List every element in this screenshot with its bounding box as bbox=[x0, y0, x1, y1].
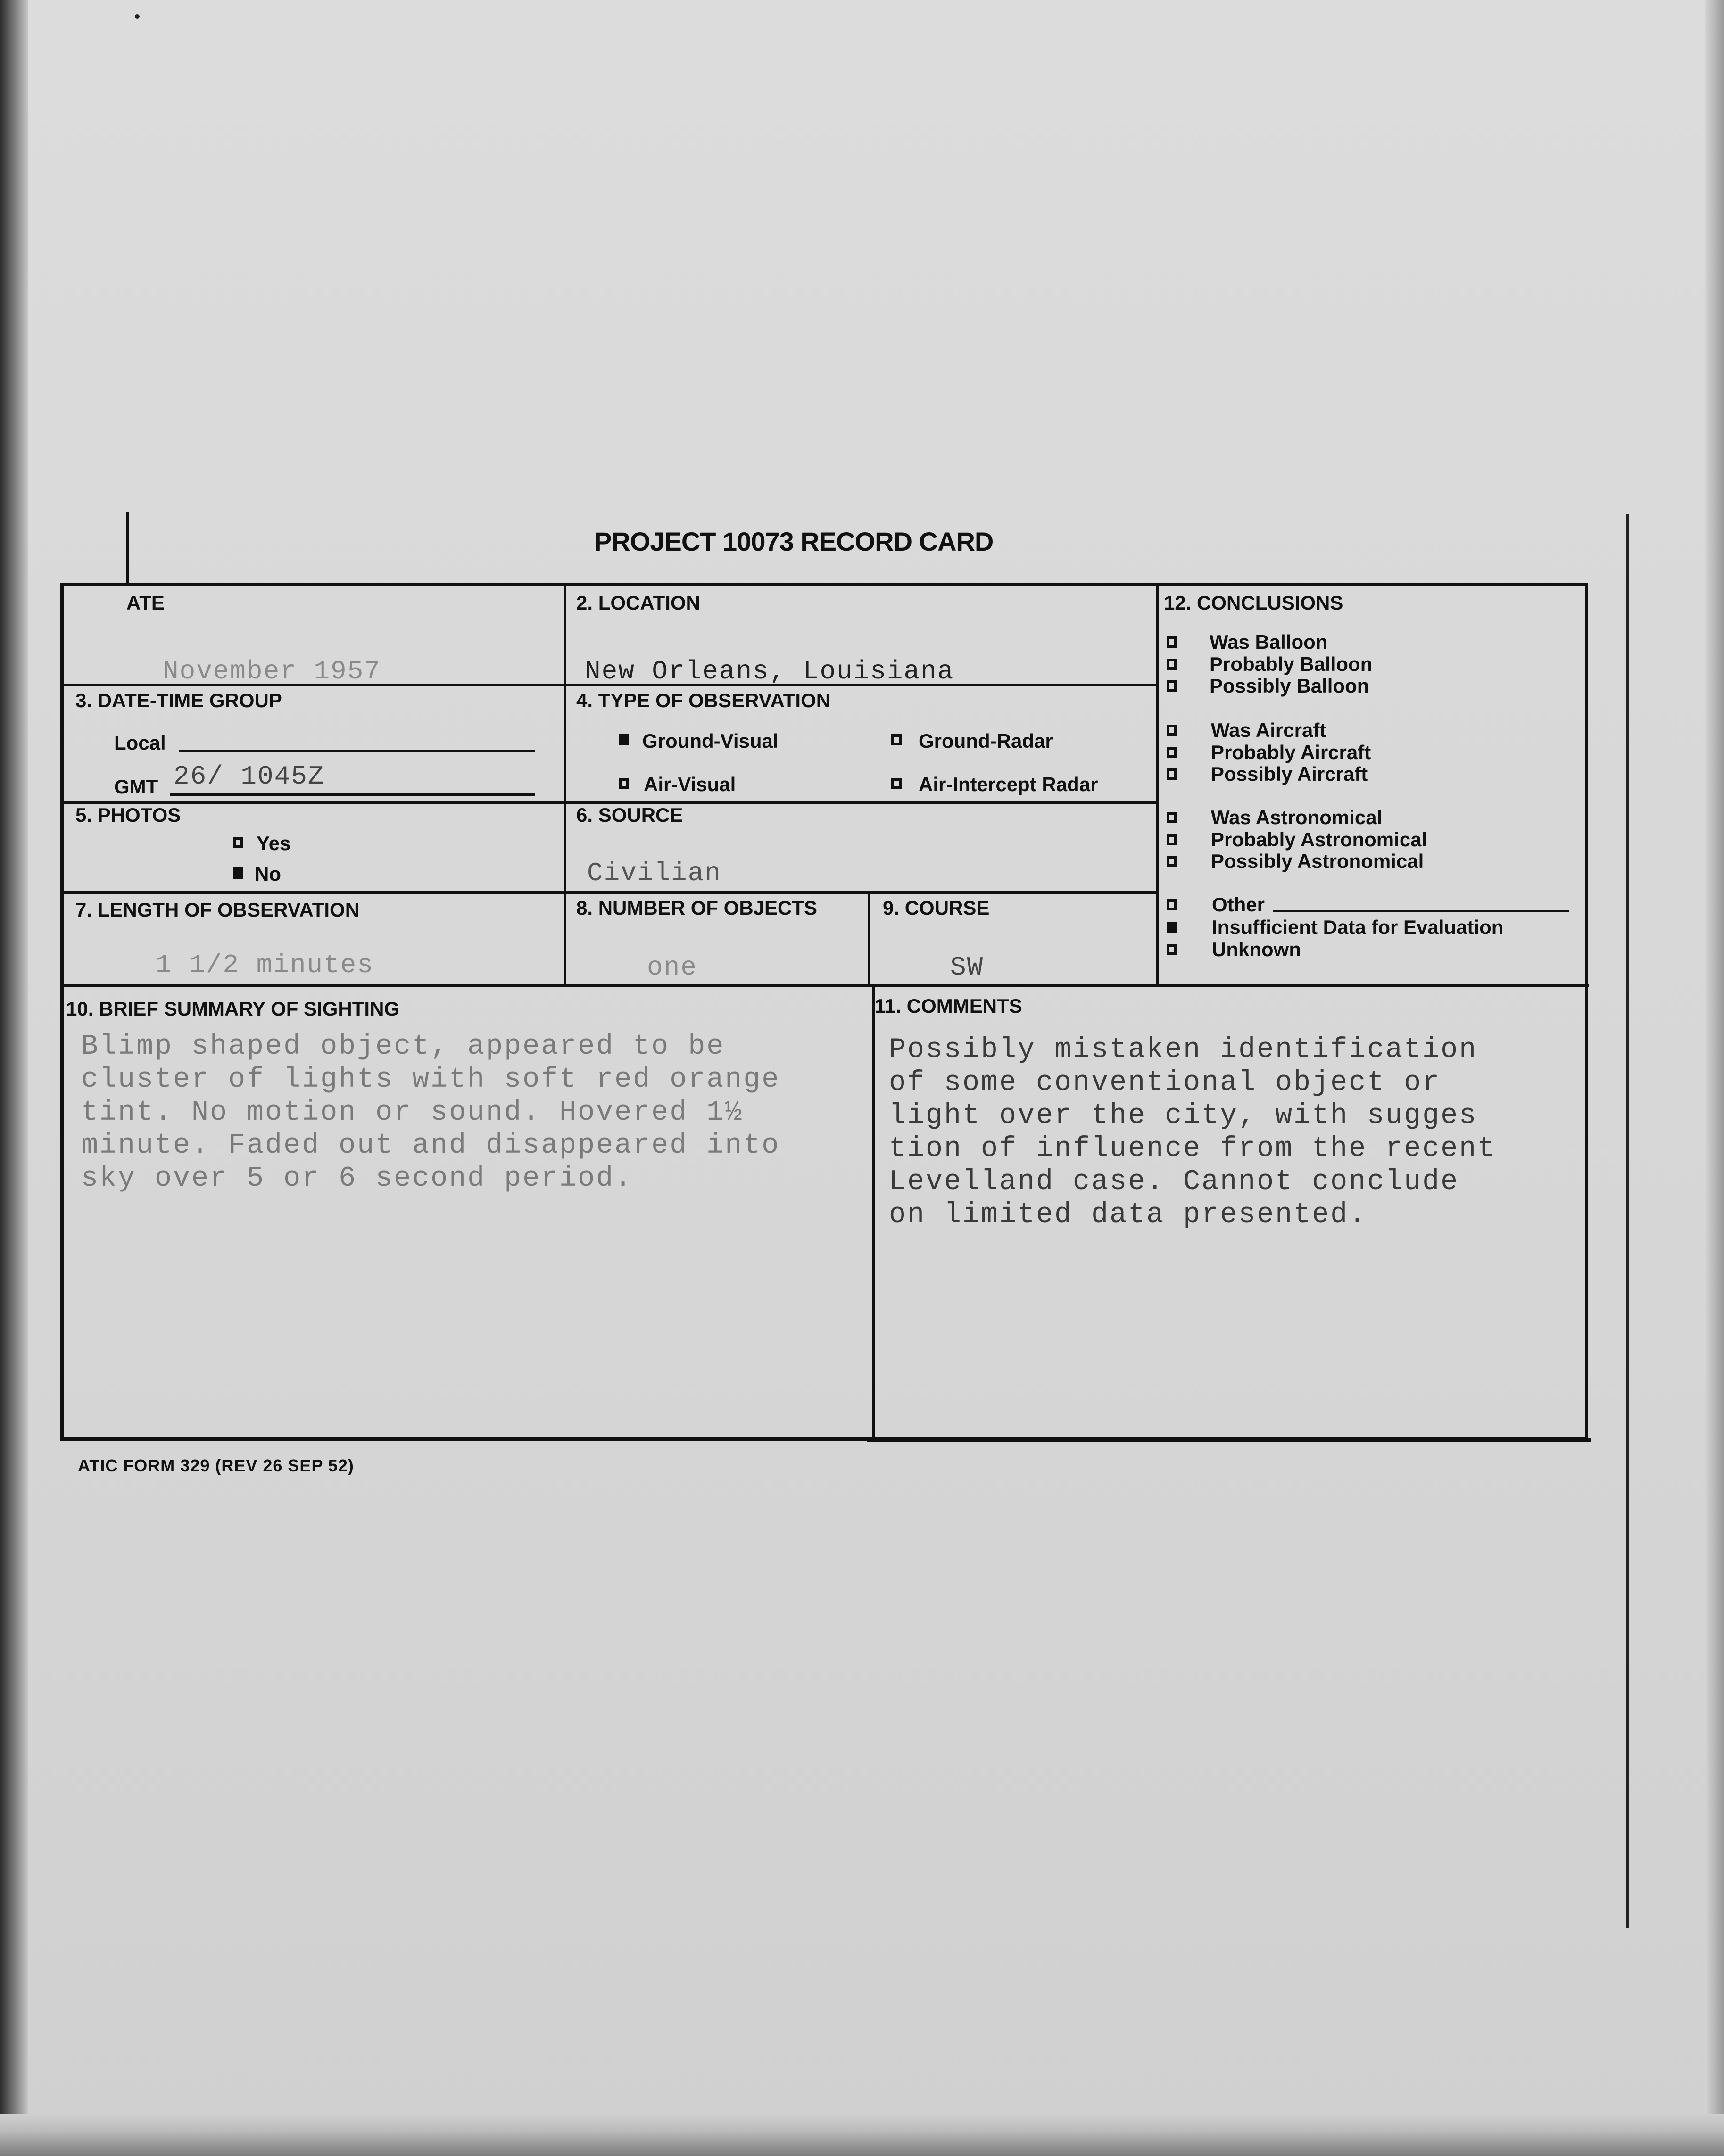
checkbox-probably-aircraft[interactable] bbox=[1167, 747, 1177, 758]
was-balloon-label: Was Balloon bbox=[1210, 631, 1328, 653]
date-value: November 1957 bbox=[163, 656, 381, 686]
location-label: 2. LOCATION bbox=[576, 592, 700, 614]
local-underline bbox=[179, 750, 535, 752]
checkbox-probably-balloon[interactable] bbox=[1167, 659, 1177, 670]
divider-course bbox=[868, 891, 870, 985]
was-aircraft-label: Was Aircraft bbox=[1211, 719, 1326, 741]
divider-col1 bbox=[564, 585, 566, 985]
summary-label: 10. BRIEF SUMMARY OF SIGHTING bbox=[66, 998, 400, 1020]
checkbox-other[interactable] bbox=[1167, 899, 1177, 910]
summary-text: Blimp shaped object, appeared to be cluster of lights with soft red orange tint. No motion or sound. Hovered 1½ minute. Faded out and disappeared into sky over 5 or 6 second period. bbox=[81, 1031, 780, 1195]
course-label: 9. COURSE bbox=[883, 897, 990, 919]
gmt-underline bbox=[170, 793, 535, 796]
conclusions-label: 12. CONCLUSIONS bbox=[1164, 592, 1343, 614]
margin-mark-left bbox=[126, 512, 129, 585]
possibly-balloon-label: Possibly Balloon bbox=[1210, 675, 1369, 697]
divider-col2 bbox=[1156, 585, 1159, 985]
type-label: 4. TYPE OF OBSERVATION bbox=[576, 689, 831, 711]
checkbox-air-visual[interactable] bbox=[619, 778, 629, 789]
card-bottom-edge bbox=[867, 1438, 1591, 1442]
source-label: 6. SOURCE bbox=[576, 804, 683, 826]
checkbox-ground-visual[interactable] bbox=[619, 734, 629, 745]
divider-summary bbox=[872, 985, 875, 1438]
checkbox-possibly-astronomical[interactable] bbox=[1167, 856, 1177, 867]
gmt-label: GMT bbox=[114, 776, 158, 798]
other-label: Other bbox=[1212, 893, 1265, 916]
date-label: ATE bbox=[126, 592, 165, 614]
ground-visual-label: Ground-Visual bbox=[642, 730, 779, 752]
speck-mark bbox=[135, 14, 140, 19]
length-value: 1 1/2 minutes bbox=[156, 950, 374, 980]
photos-label: 5. PHOTOS bbox=[75, 804, 181, 826]
checkbox-photos-yes[interactable] bbox=[233, 837, 243, 848]
row-divider-4 bbox=[61, 984, 1589, 987]
length-label: 7. LENGTH OF OBSERVATION bbox=[75, 899, 360, 921]
ground-radar-label: Ground-Radar bbox=[919, 730, 1053, 752]
checkbox-photos-no[interactable] bbox=[233, 867, 243, 879]
comments-label: 11. COMMENTS bbox=[875, 995, 1022, 1017]
probably-astronomical-label: Probably Astronomical bbox=[1211, 828, 1427, 851]
air-intercept-radar-label: Air-Intercept Radar bbox=[919, 773, 1098, 795]
checkbox-air-intercept-radar[interactable] bbox=[891, 778, 902, 789]
checkbox-possibly-balloon[interactable] bbox=[1167, 680, 1177, 692]
possibly-astronomical-label: Possibly Astronomical bbox=[1211, 850, 1424, 872]
unknown-label: Unknown bbox=[1212, 938, 1301, 960]
form-footer: ATIC FORM 329 (REV 26 SEP 52) bbox=[78, 1456, 354, 1475]
checkbox-was-astronomical[interactable] bbox=[1167, 812, 1177, 823]
dtg-label: 3. DATE-TIME GROUP bbox=[75, 689, 282, 711]
checkbox-was-aircraft[interactable] bbox=[1167, 725, 1177, 736]
photos-no-label: No bbox=[255, 863, 281, 885]
probably-balloon-label: Probably Balloon bbox=[1210, 653, 1373, 675]
possibly-aircraft-label: Possibly Aircraft bbox=[1211, 763, 1368, 785]
insufficient-data-label: Insufficient Data for Evaluation bbox=[1212, 916, 1504, 938]
checkbox-unknown[interactable] bbox=[1167, 944, 1177, 955]
scan-edge-bottom bbox=[0, 2114, 1724, 2156]
was-astronomical-label: Was Astronomical bbox=[1211, 806, 1383, 828]
number-label: 8. NUMBER OF OBJECTS bbox=[576, 897, 818, 919]
local-label: Local bbox=[114, 732, 166, 754]
margin-mark-right bbox=[1626, 514, 1629, 1928]
course-value: SW bbox=[950, 952, 984, 983]
card-title: PROJECT 10073 RECORD CARD bbox=[594, 527, 994, 556]
checkbox-probably-astronomical[interactable] bbox=[1167, 834, 1177, 845]
gmt-value: 26/ 1045Z bbox=[174, 761, 325, 792]
source-value: Civilian bbox=[587, 858, 721, 888]
checkbox-insufficient-data[interactable] bbox=[1167, 922, 1177, 933]
air-visual-label: Air-Visual bbox=[644, 773, 736, 795]
comments-text: Possibly mistaken identification of some conventional object or light over the city, with sugges tion of influence from the recent Levelland case. Cannot conclude on limited data presented. bbox=[889, 1034, 1496, 1231]
checkbox-ground-radar[interactable] bbox=[891, 734, 902, 745]
number-value: one bbox=[647, 952, 697, 983]
location-value: New Orleans, Louisiana bbox=[585, 656, 954, 686]
scan-edge-left bbox=[0, 0, 28, 2156]
row-divider-3 bbox=[61, 891, 1158, 894]
checkbox-was-balloon[interactable] bbox=[1167, 636, 1177, 648]
probably-aircraft-label: Probably Aircraft bbox=[1211, 741, 1371, 763]
scan-edge-right bbox=[1705, 0, 1724, 2156]
photos-yes-label: Yes bbox=[257, 832, 291, 854]
checkbox-possibly-aircraft[interactable] bbox=[1167, 768, 1177, 780]
other-underline bbox=[1273, 910, 1569, 912]
